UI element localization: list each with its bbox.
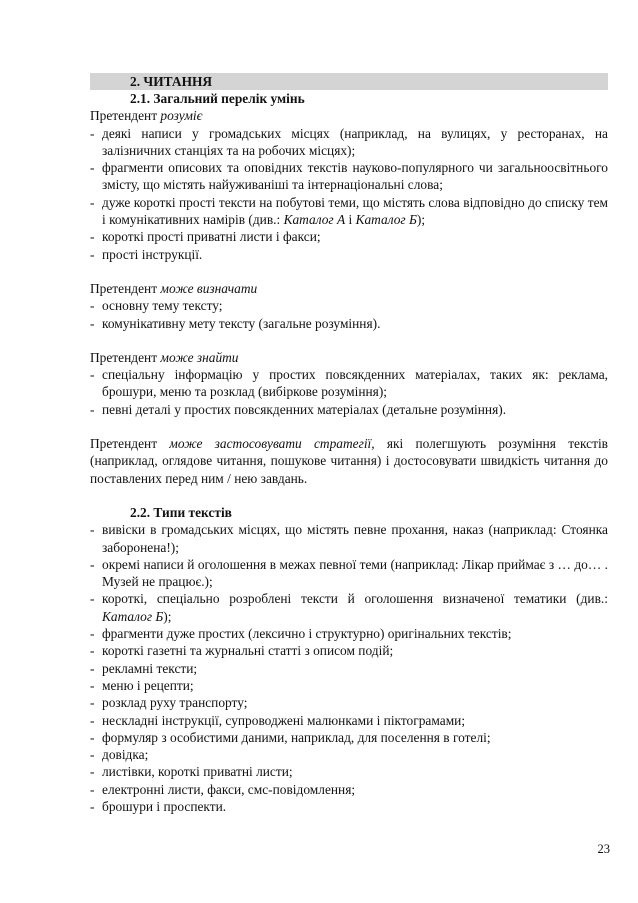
paragraph-determine-lead: Претендент може визначати — [90, 280, 258, 296]
section-heading: 2. ЧИТАННЯ — [90, 73, 608, 90]
list-item: - нескладні інструкції, супроводжені малюнками і піктограмами; — [90, 712, 608, 729]
list-text-types — [90, 521, 608, 815]
emphasis: може застосовувати стратегії, — [169, 436, 375, 452]
list-item: - брошури і проспекти. — [90, 798, 608, 815]
list-item: - певні деталі у простих повсякденних матеріалах (детальне розуміння). — [90, 401, 608, 418]
list-item: - листівки, короткі приватні листи; — [90, 763, 608, 780]
emphasis: розуміє — [160, 108, 203, 124]
emphasis: Каталог А — [283, 212, 346, 228]
emphasis: може знайти — [160, 349, 239, 365]
list-item: - дуже короткі прості тексти на побутові теми, що містять слова відповідно до списку тем і комунікативних намірів (див.: Каталог А і Каталог Б); — [90, 194, 608, 229]
emphasis: Каталог Б — [355, 212, 417, 228]
subsection-heading-2-1: 2.1. Загальний перелік умінь — [130, 91, 305, 106]
list-item: - довідка; — [90, 746, 608, 763]
list-item: - короткі прості приватні листи і факси; — [90, 228, 608, 245]
list-determine — [90, 297, 608, 332]
list-item: - фрагменти описових та оповідних текстів науково-популярного чи загальноосвітнього змісту, що містять найуживаніші та інтернаціональні слова; — [90, 159, 608, 194]
list-item: - рекламні тексти; — [90, 660, 608, 677]
list-item: - окремі написи й оголошення в межах певної теми (наприклад: Лікар приймає з … до… . Музей не працює.); — [90, 556, 608, 591]
page-content — [90, 73, 608, 815]
subsection-heading-2-2: 2.2. Типи текстів — [130, 504, 232, 520]
list-item: - формуляр з особистими даними, наприклад, для поселення в готелі; — [90, 729, 608, 746]
list-item: - електронні листи, факси, смс-повідомлення; — [90, 781, 608, 798]
list-find — [90, 366, 608, 418]
list-item: - деякі написи у громадських місцях (наприклад, на вулицях, у ресторанах, на залізничних станціях та на робочих місцях); — [90, 125, 608, 160]
list-item: - основну тему тексту; — [90, 297, 608, 314]
paragraph-find-lead: Претендент може знайти — [90, 349, 239, 365]
list-item: - вивіски в громадських місцях, що містять певне прохання, наказ (наприклад: Стоянка заборонена!); — [90, 521, 608, 556]
emphasis: може визначати — [160, 280, 258, 296]
list-item: - фрагменти дуже простих (лексично і структурно) оригінальних текстів; — [90, 625, 608, 642]
emphasis: Каталог Б — [102, 608, 164, 624]
list-item: - комунікативну мету тексту (загальне розуміння). — [90, 315, 608, 332]
list-item: - короткі, спеціально розроблені тексти й оголошення визначеної тематики (див.: Каталог Б); — [90, 590, 608, 625]
paragraph-understands-lead: Претендент розуміє — [90, 108, 203, 124]
paragraph-strategies: Претендент може застосовувати стратегії, які полегшують розуміння текстів (наприклад, оглядове читання, пошукове читання) і достосовувати швидкість читання до поставлених перед ним / нею завдань. — [90, 436, 608, 486]
list-item: - меню і рецепти; — [90, 677, 608, 694]
list-item: - спеціальну інформацію у простих повсякденних матеріалах, таких як: реклама, брошури, меню та розклад (вибіркове розуміння); — [90, 366, 608, 401]
list-item: - розклад руху транспорту; — [90, 694, 608, 711]
page-number: 23 — [597, 842, 610, 856]
list-understands — [90, 125, 608, 263]
list-item: - прості інструкції. — [90, 246, 608, 263]
list-item: - короткі газетні та журнальні статті з описом подій; — [90, 642, 608, 659]
